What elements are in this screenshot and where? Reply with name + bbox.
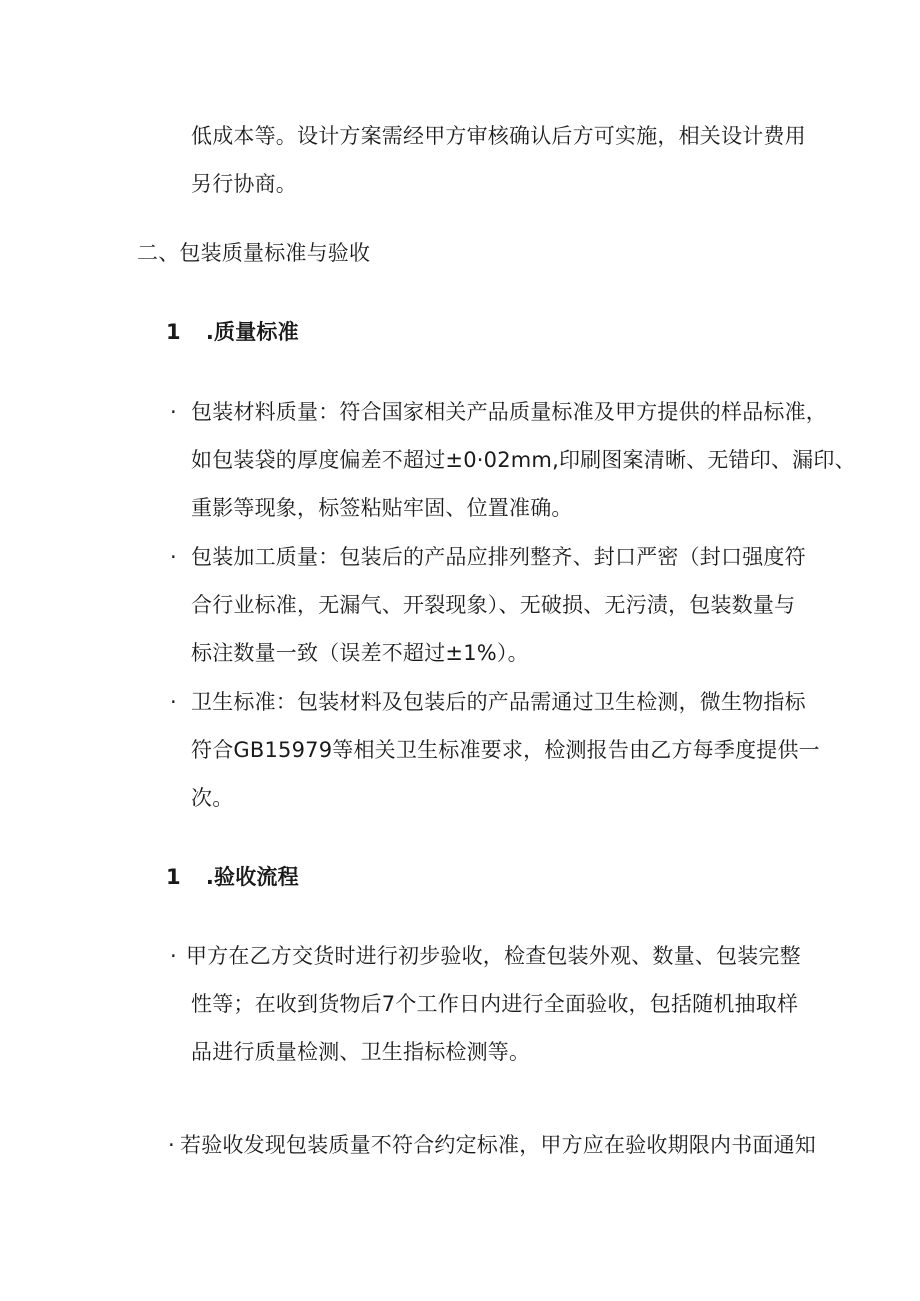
list-item-line: 标注数量一致（误差不超过±1%）。 [191, 641, 529, 665]
list-item-line: 包装材料质量：符合国家相关产品质量标准及甲方提供的样品标准， [191, 400, 827, 424]
subsection-title: .验收流程 [205, 865, 299, 889]
list-item-line: 甲方在乙方交货时进行初步验收，检查包装外观、数量、包装完整 [186, 944, 801, 968]
list-item-line: 若验收发现包装质量不符合约定标准，甲方应在验收期限内书面通知 [180, 1133, 816, 1157]
section-heading: 二、包装质量标准与验收 [137, 241, 371, 265]
list-bullet: · [170, 944, 177, 968]
list-item-line: 性等；在收到货物后7个工作日内进行全面验收，包括随机抽取样 [191, 992, 799, 1016]
subsection-title: .质量标准 [205, 320, 299, 344]
paragraph-line: 另行协商。 [191, 172, 297, 196]
subsection-number: 1 [166, 320, 181, 344]
list-item-line: 符合GB15979等相关卫生标准要求，检测报告由乙方每季度提供一 [191, 738, 820, 762]
list-item-line: 重影等现象，标签粘贴牢固、位置准确。 [191, 496, 573, 520]
list-bullet: · [170, 690, 177, 714]
paragraph-line: 低成本等。设计方案需经甲方审核确认后方可实施，相关设计费用 [191, 124, 806, 148]
subsection-heading [166, 863, 299, 891]
list-bullet: · [170, 400, 177, 424]
subsection-number: 1 [166, 865, 181, 889]
list-item-line: 次。 [191, 786, 234, 810]
list-bullet: · [170, 545, 177, 569]
list-item-line: 包装加工质量：包装后的产品应排列整齐、封口严密（封口强度符 [191, 545, 806, 569]
subsection-heading [166, 318, 299, 346]
list-item-line: 卫生标准：包装材料及包装后的产品需通过卫生检测，微生物指标 [191, 690, 806, 714]
list-item-line: 如包装袋的厚度偏差不超过±0·02mm,印刷图案清晰、无错印、漏印、 [191, 448, 856, 472]
list-item-line: 品进行质量检测、卫生指标检测等。 [191, 1040, 531, 1064]
list-item-line: 合行业标准，无漏气、开裂现象）、无破损、无污渍，包装数量与 [191, 593, 796, 617]
list-bullet: · [168, 1133, 175, 1157]
